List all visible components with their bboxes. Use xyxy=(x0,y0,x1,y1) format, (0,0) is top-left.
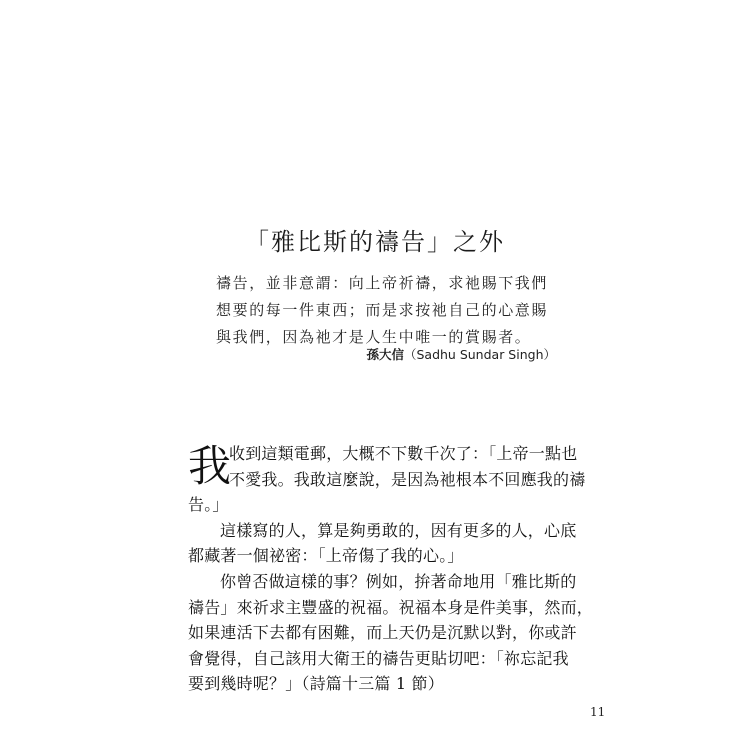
attribution-name: 孫大信 xyxy=(366,347,404,362)
epigraph-line: 禱告，並非意謂：向上帝祈禱，求祂賜下我們 xyxy=(216,274,549,292)
title-main: 「雅比斯的禱告」 xyxy=(245,228,453,256)
title-suffix: 之外 xyxy=(453,228,505,256)
paragraph-line: 收到這類電郵，大概不下數千次了：「上帝一點也 xyxy=(229,444,578,463)
paragraph-line: 要到幾時呢？」（詩篇十三篇 1 節） xyxy=(188,674,444,694)
paragraph-line: 會覺得，自己該用大衛王的禱告更貼切吧：「祢忘記我 xyxy=(188,648,569,668)
paragraph-1 xyxy=(188,441,586,518)
drop-cap: 我 xyxy=(188,442,231,492)
paragraph-line: 不愛我。我敢這麼說，是因為祂根本不回應我的禱 xyxy=(229,469,586,489)
paragraph-line: 告。」 xyxy=(188,495,229,515)
paragraph-line: 都藏著一個祕密：「上帝傷了我的心。」 xyxy=(188,546,464,566)
paragraph-line: 這樣寫的人，算是夠勇敢的，因有更多的人，心底 xyxy=(220,520,577,540)
epigraph xyxy=(216,270,556,351)
page-number: 11 xyxy=(590,705,606,719)
paragraph-2 xyxy=(188,518,577,569)
epigraph-line: 想要的每一件東西；而是求按祂自己的心意賜 xyxy=(216,301,549,319)
attribution-detail: （Sadhu Sundar Singh） xyxy=(403,347,556,362)
body-text xyxy=(188,441,594,697)
page-title xyxy=(0,222,750,262)
paragraph-line: 如果連活下去都有困難，而上天仍是沉默以對，你或許 xyxy=(188,623,577,643)
epigraph-line: 與我們，因為祂才是人生中唯一的賞賜者。 xyxy=(216,328,532,346)
paragraph-line: 禱告」來祈求主豐盛的祝福。祝福本身是件美事，然而， xyxy=(188,597,594,617)
epigraph-attribution xyxy=(366,346,556,364)
paragraph-3 xyxy=(188,569,594,697)
paragraph-line: 你曾否做這樣的事？例如，拚著命地用「雅比斯的 xyxy=(220,571,577,591)
